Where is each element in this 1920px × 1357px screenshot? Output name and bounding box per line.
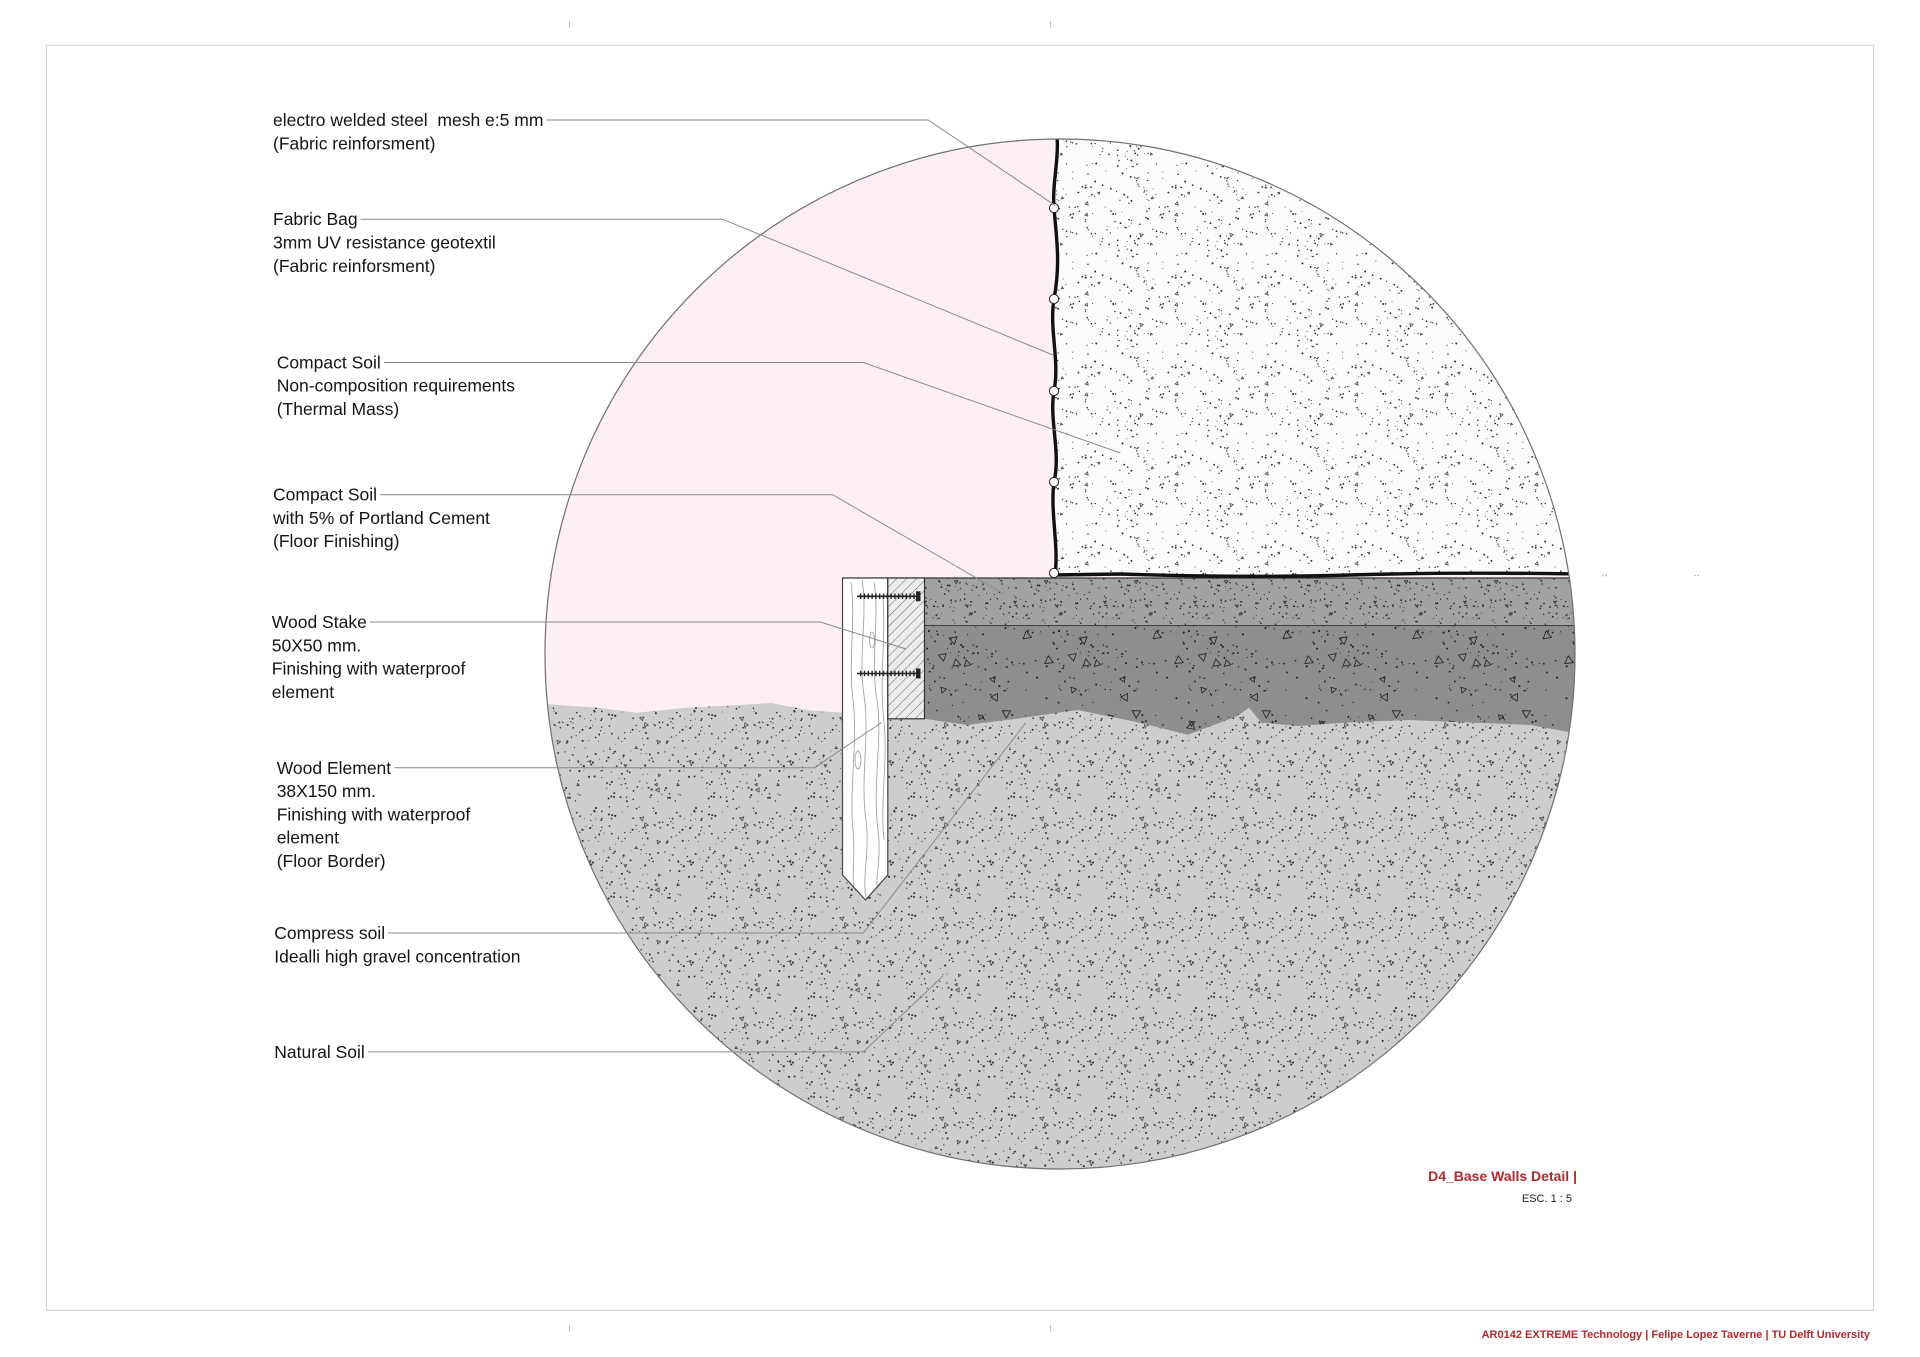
label-line: Non-composition requirements <box>276 375 516 396</box>
wood-element <box>843 578 888 900</box>
title-block <box>1428 1168 1577 1205</box>
detail-circle <box>530 100 1605 1180</box>
label-line: (Fabric reinforsment) <box>273 133 436 154</box>
label-line: (Floor Finishing) <box>273 531 400 552</box>
label-line: 50X50 mm. <box>271 635 362 656</box>
label-line: Wood Element <box>276 757 392 778</box>
label-line: element <box>271 681 335 702</box>
label-line: Compact Soil <box>273 484 378 505</box>
label-line: 38X150 mm. <box>276 781 376 801</box>
label-line: element <box>276 827 339 848</box>
label-steel-mesh <box>273 110 543 154</box>
label-line: Wood Stake <box>271 612 367 632</box>
label-line: (Floor Border) <box>276 850 386 871</box>
footer-credits: AR0142 EXTREME Technology | Felipe Lopez Taverne | TU Delft University <box>1481 1329 1870 1341</box>
label-line: 3mm UV resistance geotextil <box>273 232 496 253</box>
mesh-point <box>1049 386 1058 395</box>
label-line: Finishing with waterproof <box>271 658 466 679</box>
mesh-point <box>1049 477 1058 486</box>
label-line: (Thermal Mass) <box>276 399 400 419</box>
drawing-title: D4_Base Walls Detail | <box>1428 1168 1577 1184</box>
label-line: electro welded steel mesh e:5 mm <box>273 110 544 130</box>
compact-soil-wall <box>1053 100 1600 576</box>
mesh-point <box>1049 294 1058 303</box>
label-line: Idealli high gravel concentration <box>274 946 521 967</box>
label-line: (Fabric reinforsment) <box>273 255 436 276</box>
drawing-scale: ESC. 1 : 5 <box>1521 1193 1572 1205</box>
label-line: Fabric Bag <box>273 209 358 230</box>
label-line: Compact Soil <box>276 352 381 373</box>
label-wood-stake <box>272 612 466 702</box>
label-line: Compress soil <box>274 923 386 943</box>
floor-finishing-layer <box>925 578 1605 626</box>
natural-soil-region <box>530 690 1600 1180</box>
label-compress-soil <box>274 923 520 966</box>
annotation-labels <box>272 110 544 1062</box>
stray-marks <box>1602 575 1699 577</box>
label-natural-soil <box>274 1042 364 1062</box>
label-wood-element <box>277 758 471 871</box>
label-line: Natural Soil <box>274 1041 365 1062</box>
label-line: Finishing with waterproof <box>276 804 471 825</box>
label-line: with 5% of Portland Cement <box>273 508 490 528</box>
mesh-point <box>1049 568 1058 577</box>
